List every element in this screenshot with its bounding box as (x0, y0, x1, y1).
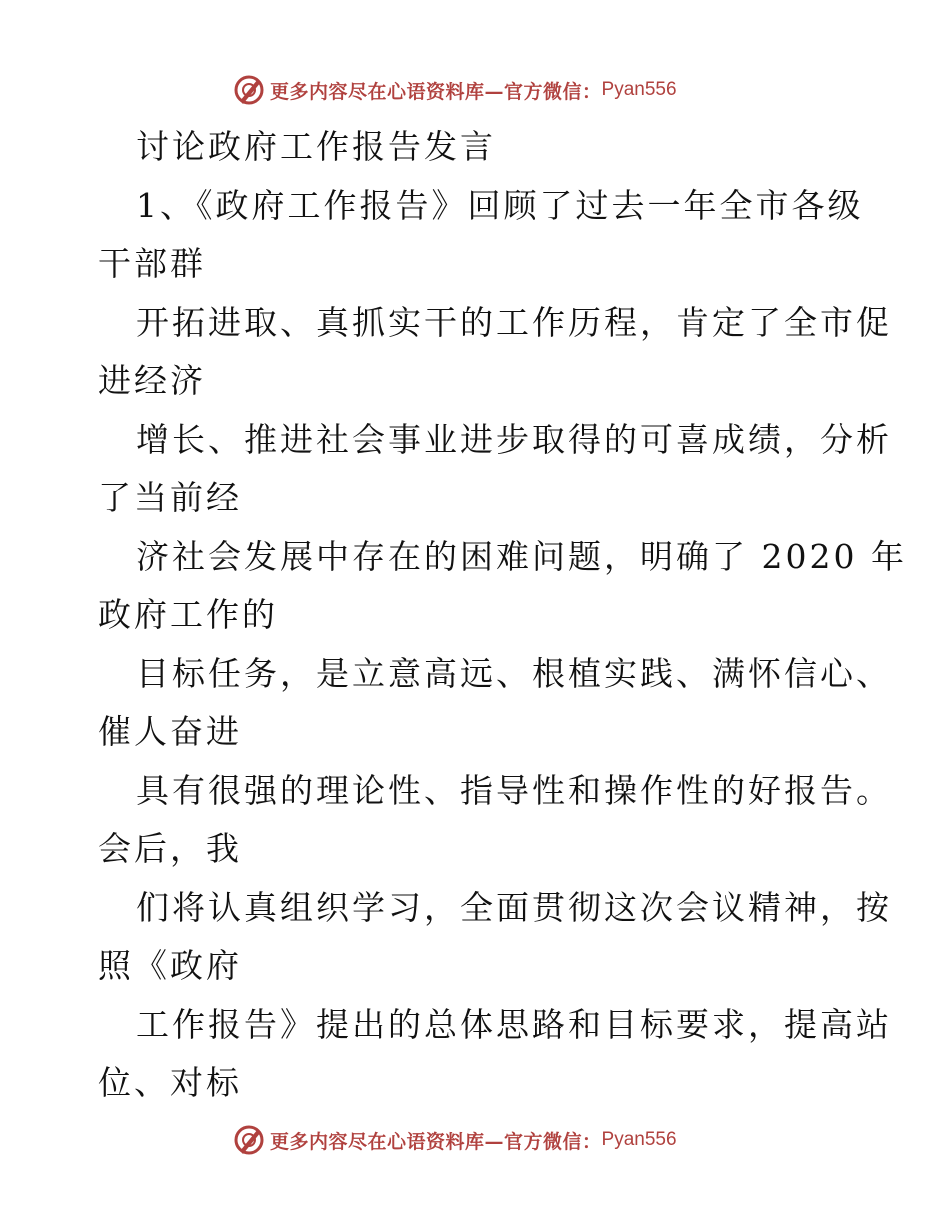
text-line: 工作报告》提出的总体思路和目标要求，提高站 (136, 1005, 892, 1044)
text-line: 催人奋进 (98, 712, 242, 751)
text-line: 们将认真组织学习，全面贯彻这次会议精神，按 (136, 888, 892, 927)
text-line: 会后，我 (98, 829, 242, 868)
text-line: 干部群 (98, 244, 206, 283)
watermark-handle: Pyan556 (601, 79, 677, 100)
text-line: 增长、推进社会事业进步取得的可喜成绩，分析 (136, 420, 892, 459)
document-title: 讨论政府工作报告发言 (136, 127, 496, 166)
watermark-text: 更多内容尽在心语资料库—官方微信： (270, 1130, 602, 1153)
text-line: 进经济 (98, 361, 206, 400)
text-line: 1、《政府工作报告》回顾了过去一年全市各级 (136, 186, 864, 225)
text-line: 具有很强的理论性、指导性和操作性的好报告。 (136, 771, 892, 810)
watermark-text: 更多内容尽在心语资料库—官方微信： (270, 80, 602, 103)
text-line: 济社会发展中存在的困难问题，明确了 2020 年 (136, 537, 907, 576)
text-line: 目标任务，是立意高远、根植实践、满怀信心、 (136, 654, 892, 693)
watermark-banner-bottom (232, 1120, 677, 1160)
text-line: 照《政府 (98, 946, 242, 985)
text-line: 开拓进取、真抓实干的工作历程，肯定了全市促 (136, 303, 892, 342)
text-line: 政府工作的 (98, 595, 278, 634)
pen-logo-icon (232, 1123, 266, 1157)
text-line: 了当前经 (98, 478, 242, 517)
watermark-handle: Pyan556 (601, 1129, 677, 1150)
text-line: 位、对标 (98, 1063, 242, 1102)
